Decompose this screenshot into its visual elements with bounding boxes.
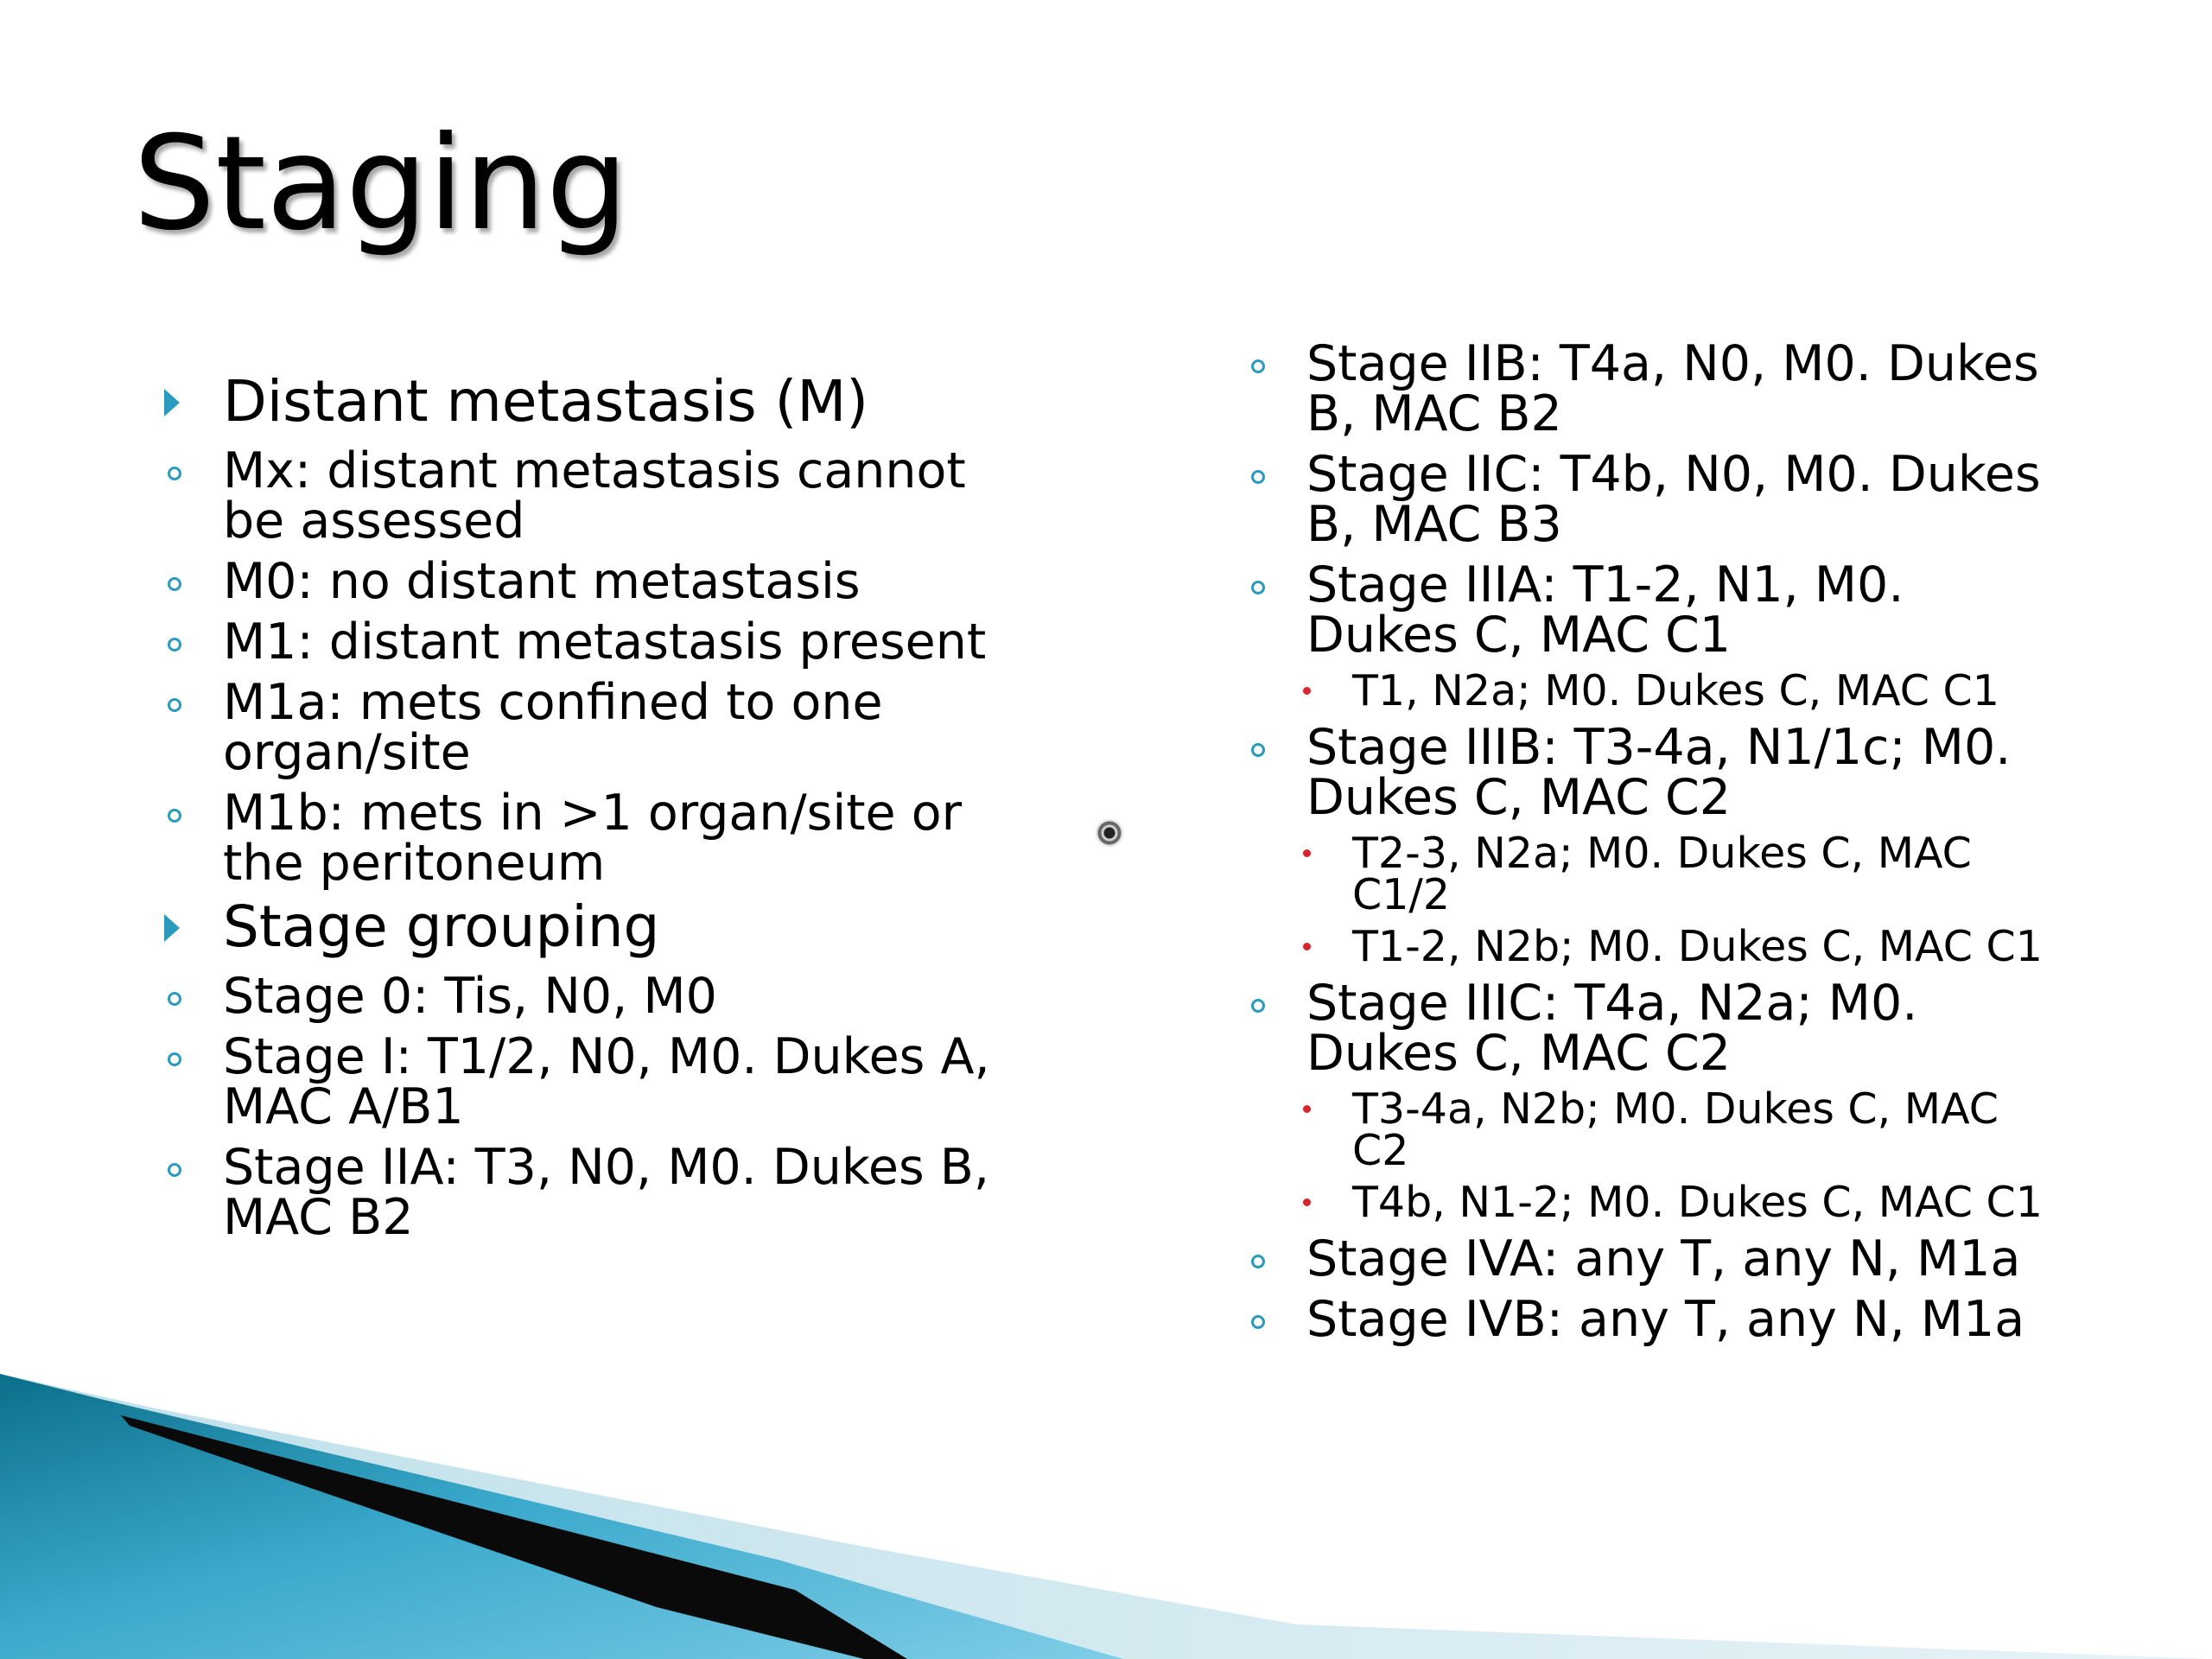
circle-bullet-icon <box>1251 999 1265 1013</box>
sub-bullet-text: M1: distant metastasis present <box>223 613 987 671</box>
red-dot-bullet-icon <box>1303 687 1311 695</box>
substage-item <box>1296 1178 2169 1227</box>
bullet-stage-grouping <box>161 893 1103 960</box>
sub-bullet <box>161 968 1103 1025</box>
sub-bullet-text: M1b: mets in >1 organ/site or the peritoneum <box>223 785 963 892</box>
sub-bullet <box>161 613 1103 671</box>
stage-item-text: Stage IIIA: T1-2, N1, M0. Dukes C, MAC C1 <box>1306 556 1904 664</box>
sub-bullet-text: M1a: mets confined to one organ/site <box>223 674 883 781</box>
stage-item <box>1244 556 2169 664</box>
stage-item <box>1244 1230 2169 1287</box>
stage-item <box>1244 975 2169 1082</box>
sub-bullet <box>161 674 1103 781</box>
bullet-text: Distant metastasis (M) <box>223 368 869 435</box>
left-column <box>161 363 1103 1253</box>
circle-bullet-icon <box>168 638 181 652</box>
stage-item-text: Stage IIIB: T3-4a, N1/1c; M0. Dukes C, MAC C2 <box>1306 719 2012 826</box>
slide-title: Staging <box>133 109 629 259</box>
stage-item <box>1244 1291 2169 1348</box>
bullet-distant-metastasis <box>161 368 1103 435</box>
circle-bullet-icon <box>168 809 181 823</box>
circle-bullet-icon <box>1251 470 1265 484</box>
circle-bullet-icon <box>168 992 181 1006</box>
stage-item-text: Stage IIC: T4b, N0, M0. Dukes B, MAC B3 <box>1306 446 2041 553</box>
sub-bullet <box>161 1139 1103 1246</box>
stage-item <box>1244 719 2169 826</box>
substage-item <box>1296 1084 2169 1175</box>
distant-metastasis-subitems <box>161 442 1103 892</box>
sub-bullet <box>161 785 1103 892</box>
substage-item <box>1296 829 2169 919</box>
sub-bullet <box>161 442 1103 550</box>
stage-item-text: Stage IVA: any T, any N, M1a <box>1306 1230 2021 1287</box>
stage-item-text: Stage IIIC: T4a, N2a; M0. Dukes C, MAC C2 <box>1306 975 1918 1082</box>
substage-item-text: T4b, N1-2; M0. Dukes C, MAC C1 <box>1352 1178 2043 1227</box>
substage-item-text: T3-4a, N2b; M0. Dukes C, MAC C2 <box>1352 1084 1999 1175</box>
triangle-bullet-icon <box>164 914 180 942</box>
sub-bullet-text: Stage IIA: T3, N0, M0. Dukes B, MAC B2 <box>223 1139 990 1246</box>
substage-item <box>1296 922 2169 971</box>
sub-bullet-text: M0: no distant metastasis <box>223 553 861 610</box>
circle-bullet-icon <box>1251 581 1265 594</box>
substage-item-text: T2-3, N2a; M0. Dukes C, MAC C1/2 <box>1352 829 1972 919</box>
circle-bullet-icon <box>168 698 181 712</box>
red-dot-bullet-icon <box>1303 943 1311 950</box>
circle-bullet-icon <box>168 1163 181 1177</box>
red-dot-bullet-icon <box>1303 849 1311 857</box>
stage-grouping-subitems <box>161 968 1103 1246</box>
circle-bullet-icon <box>1251 743 1265 757</box>
circle-bullet-icon <box>1251 1315 1265 1329</box>
sub-bullet-text: Mx: distant metastasis cannot be assessed <box>223 442 966 550</box>
sub-bullet <box>161 553 1103 610</box>
triangle-bullet-icon <box>164 389 180 416</box>
right-column <box>1244 335 2169 1355</box>
stage-item-text: Stage IVB: any T, any N, M1a <box>1306 1291 2025 1348</box>
decorative-wave-graphic <box>0 1374 2212 1659</box>
red-dot-bullet-icon <box>1303 1198 1311 1206</box>
sub-bullet-text: Stage 0: Tis, N0, M0 <box>223 968 717 1025</box>
pointer-indicator-icon <box>1096 819 1123 847</box>
stage-item <box>1244 446 2169 553</box>
stage-item-text: Stage IIB: T4a, N0, M0. Dukes B, MAC B2 <box>1306 335 2039 442</box>
sub-bullet-text: Stage I: T1/2, N0, M0. Dukes A, MAC A/B1 <box>223 1028 990 1135</box>
circle-bullet-icon <box>168 1052 181 1066</box>
circle-bullet-icon <box>1251 359 1265 373</box>
sub-bullet <box>161 1028 1103 1135</box>
bullet-text: Stage grouping <box>223 893 660 960</box>
circle-bullet-icon <box>168 467 181 480</box>
circle-bullet-icon <box>1251 1255 1265 1268</box>
red-dot-bullet-icon <box>1303 1105 1311 1113</box>
substage-item <box>1296 666 2169 715</box>
stage-item <box>1244 335 2169 442</box>
substage-item-text: T1-2, N2b; M0. Dukes C, MAC C1 <box>1352 922 2043 971</box>
substage-item-text: T1, N2a; M0. Dukes C, MAC C1 <box>1352 666 1999 715</box>
circle-bullet-icon <box>168 577 181 591</box>
